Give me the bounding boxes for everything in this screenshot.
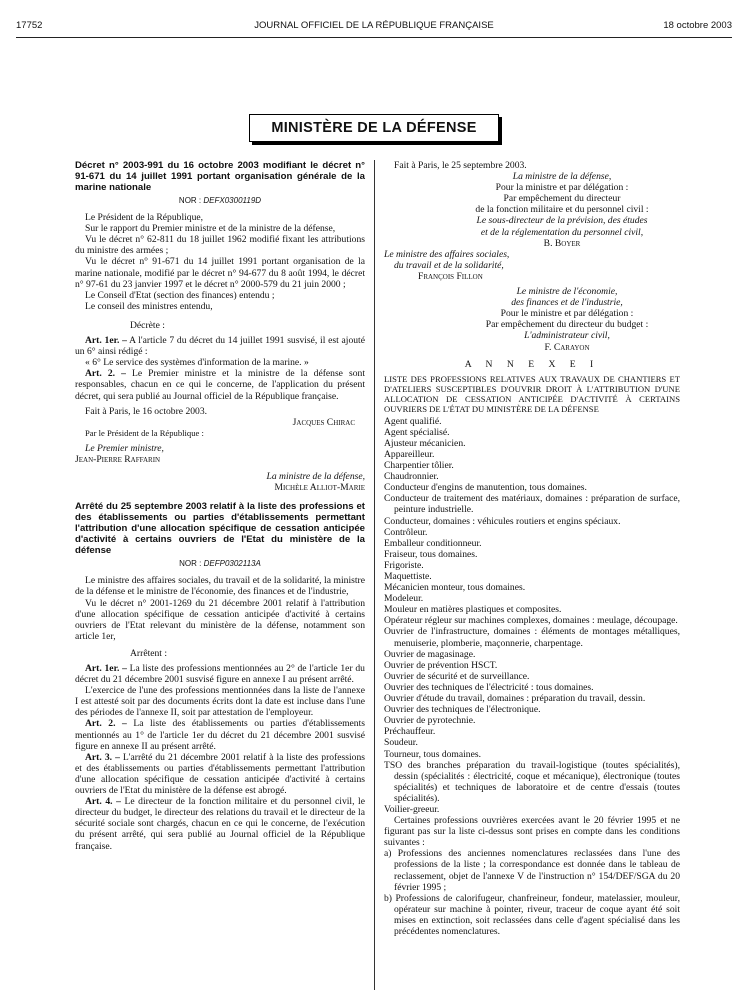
sig-line: Par empêchement du directeur	[503, 193, 621, 205]
article-text: A l'article 7 du décret du 14 juillet 1991 susvisé, il est ajouté un 6° ainsi rédigé :	[75, 335, 365, 358]
arrete-article-2	[75, 718, 365, 751]
list-item: Préchauffeur.	[384, 726, 436, 738]
sig-line: Par empêchement du directeur du budget :	[485, 319, 649, 331]
column-divider	[374, 160, 375, 990]
article-2	[75, 368, 365, 401]
arrete-article-4	[75, 796, 365, 851]
arrete-para: Vu le décret n° 2001-1269 du 21 décembre 2001 relatif à l'attribution d'une allocation spécifique de cessation anticipée d'activité à certains ouvriers de l'Etat relevant du ministère de la défense, notamment son article 1er,	[75, 597, 365, 642]
left-column	[75, 160, 365, 852]
list-item: Mouleur en matières plastiques et composites.	[384, 604, 562, 616]
list-item: Chaudronnier.	[384, 471, 439, 483]
list-item: Ouvrier d'étude du travail, domaines : préparation du travail, dessin.	[384, 693, 646, 705]
arrete-done-date: Fait à Paris, le 25 septembre 2003.	[394, 160, 527, 171]
signature-block-economie	[384, 286, 680, 353]
arretent-heading: Arrêtent :	[130, 647, 168, 659]
article-label: Art. 1er. –	[85, 335, 127, 347]
list-item: Emballeur conditionneur.	[384, 537, 482, 549]
decree-para: Le conseil des ministres entendu,	[85, 300, 213, 312]
list-item: Opérateur régleur sur machines complexes, domaines : meulage, découpage.	[384, 615, 678, 627]
list-item: Charpentier tôlier.	[384, 460, 454, 472]
article-text: L'arrêté du 21 décembre 2001 relatif à la liste des professions et des établissements ou parties d'établissements permettant l'attribution d'une allocation spécifique de cessation anticipée d'activité à certains ouvriers de l'Etat du ministère de la défense est abrogé.	[75, 751, 365, 797]
sig-line: du travail et de la solidarité,	[394, 259, 504, 271]
sig-name: François Fillon	[418, 270, 483, 282]
list-item: Agent spécialisé.	[384, 426, 450, 438]
article-text: La liste des professions mentionnées au 2° de l'article 1er du décret du 21 décembre 2001 susvisé figure en annexe I au présent arrêté.	[75, 663, 365, 686]
article-1-quote: « 6° Le service des systèmes d'information de la marine. »	[85, 357, 309, 369]
list-item: Ouvrier des techniques de l'électronique.	[384, 704, 541, 716]
list-item: Soudeur.	[384, 737, 418, 749]
decree-para: Le Président de la République,	[85, 212, 204, 224]
signature-block-defense	[384, 171, 680, 249]
list-item: TSO des branches préparation du travail-logistique (toutes spécialités), dessin (spécialités : électricité, coque et mécanique), électronique (toutes spécialités) et techniques de laboratoire et de centre d'essais (toutes spécialités).	[384, 759, 680, 804]
issue-date: 18 octobre 2003	[663, 20, 732, 31]
nor-code: DEFP0302113A	[203, 559, 261, 569]
decree-para: Vu le décret n° 91-671 du 14 juillet 1991 portant organisation de la marine nationale, modifié par le décret n° 94-677 du 8 août 1994, le décret n° 97-61 du 23 janvier 1997 et le décret n° 2000-579 du 21 juin 2000 ;	[75, 256, 365, 290]
ministre-defense-title: La ministre de la défense,	[266, 471, 365, 483]
running-header	[16, 20, 732, 34]
sig-line: L'administrateur civil,	[524, 330, 610, 342]
sig-line: Pour la ministre et par délégation :	[495, 182, 629, 194]
article-text: La liste des établissements ou parties d'établissements mentionnés au 1° de l'article 1er du décret du 21 décembre 2001 susvisé figure en annexe II au présent arrêté.	[75, 718, 365, 752]
sig-line: Le ministre de l'économie,	[516, 286, 618, 298]
right-column	[384, 160, 680, 937]
condition-b: b) Professions de calorifugeur, chanfreineur, fondeur, matelassier, mouleur, opérateur sur machine à pointer, riveur, traceur de coque ayant été soit mises en extinction, soit reclassées dans celle d'agent spécialisé dans les précédentes nomenclatures.	[384, 892, 680, 937]
article-text: Le Premier ministre et la ministre de la défense sont responsables, chacun en ce qui le concerne, de l'application du présent décret, qui sera publié au Journal officiel de la République française.	[75, 368, 365, 402]
list-item: Ouvrier de pyrotechnie.	[384, 715, 476, 727]
premier-ministre-title: Le Premier ministre,	[85, 442, 164, 454]
list-item: Ouvrier de l'infrastructure, domaines : éléments de montages métalliques, menuiserie, plomberie, maçonnerie, charpentage.	[384, 626, 680, 649]
decree-para: Le Conseil d'Etat (section des finances) entendu ;	[85, 289, 275, 301]
header-rule	[16, 37, 732, 38]
page-number: 17752	[16, 20, 43, 31]
list-item: Ajusteur mécanicien.	[384, 437, 466, 449]
profession-list	[384, 416, 680, 815]
decree-title: Décret n° 2003-991 du 16 octobre 2003 modifiant le décret n° 91-671 du 14 juillet 1991 portant organisation générale de la marine nationale	[75, 160, 365, 193]
decree-done-date: Fait à Paris, le 16 octobre 2003.	[85, 405, 208, 417]
nor-label: NOR :	[178, 196, 202, 205]
sig-name: B. Boyer	[543, 237, 581, 249]
ministry-banner: MINISTÈRE DE LA DÉFENSE	[249, 114, 499, 142]
list-item: Fraiseur, tous domaines.	[384, 548, 478, 560]
list-item: Contrôleur.	[384, 526, 428, 538]
list-item: Maquettiste.	[384, 571, 432, 582]
arrete-article-1-para2: L'exercice de l'une des professions mentionnées dans la liste de l'annexe I est attesté soit par des documents écrits dont la date est incluse dans l'une des périodes de l'annexe II, soit par attestation de l'employeur.	[75, 685, 365, 719]
article-label: Art. 1er. –	[85, 663, 127, 674]
arrete-para: Le ministre des affaires sociales, du travail et de la solidarité, la ministre de la défense et le ministre de l'économie, des finances et de l'industrie,	[75, 575, 365, 598]
signature-block-affaires-sociales	[384, 249, 680, 282]
arrete-title: Arrêté du 25 septembre 2003 relatif à la liste des professions et des établissements ou parties d'établissements permettant l'attribution d'une allocation spécifique de cessation anticipée d'activité à certains ouvriers de l'Etat du ministère de la défense	[75, 501, 365, 557]
annex-label: A N N E X E I	[464, 358, 600, 370]
list-item: Ouvrier de prévention HSCT.	[384, 659, 498, 671]
nor-code: DEFX0300119D	[203, 196, 262, 205]
list-item: Appareilleur.	[384, 448, 435, 460]
list-item: Ouvrier de magasinage.	[384, 648, 476, 660]
sig-line: et de la réglementation du personnel civil,	[480, 226, 644, 238]
list-item: Ouvrier des techniques de l'électricité : tous domaines.	[384, 681, 594, 693]
article-1	[75, 335, 365, 357]
decree-para: Vu le décret n° 62-811 du 18 juillet 1962 modifié fixant les attributions du ministre des armées ;	[75, 234, 365, 257]
decree-nor	[75, 195, 365, 206]
nor-label: NOR :	[179, 559, 202, 569]
condition-a: a) Professions des anciennes nomenclatures reclassées dans l'une des professions de la liste ; la correspondance est donnée dans le tableau de reclassement, objet de l'annexe V de l'instruction n° 154/DEF/SGA du 20 février 1995 ;	[384, 848, 680, 893]
article-label: Art. 3. –	[85, 751, 120, 763]
article-text: Le directeur de la fonction militaire et du personnel civil, le directeur du budget, le directeur des relations du travail et le directeur de la sécurité sociale sont chargés, chacun en ce qui le concerne, de l'exécution du présent arrêté, qui sera publié au Journal officiel de la République française.	[75, 796, 365, 852]
list-item: Frigoriste.	[384, 559, 424, 571]
arrete-nor	[75, 558, 365, 569]
ministre-defense-name: Michèle Alliot-Marie	[274, 482, 365, 494]
premier-ministre-name: Jean-Pierre Raffarin	[75, 453, 161, 465]
list-item: Conducteur, domaines : véhicules routiers et engins spéciaux.	[384, 515, 621, 527]
article-label: Art. 2. –	[85, 368, 126, 380]
closing-paragraph: Certaines professions ouvrières exercées avant le 20 février 1995 et ne figurant pas sur la liste ci-dessus sont prises en compte dans les conditions suivantes :	[384, 815, 680, 849]
sig-line: des finances et de l'industrie,	[511, 297, 623, 309]
list-item: Modeleur.	[384, 593, 424, 605]
list-item: Conducteur d'engins de manutention, tous domaines.	[384, 482, 587, 494]
list-item: Mécanicien monteur, tous domaines.	[384, 582, 526, 594]
article-label: Art. 4. –	[85, 796, 121, 808]
signature-president: Jacques Chirac	[292, 416, 355, 428]
list-item: Ouvrier de sécurité et de surveillance.	[384, 670, 530, 682]
sig-line: Le ministre des affaires sociales,	[384, 248, 510, 260]
list-item: Tourneur, tous domaines.	[384, 748, 481, 760]
journal-title: JOURNAL OFFICIEL DE LA RÉPUBLIQUE FRANÇAISE	[254, 20, 494, 31]
list-item: Voilier-greeur.	[384, 803, 440, 815]
annex-title: LISTE DES PROFESSIONS RELATIVES AUX TRAVAUX DE CHANTIERS ET D'ATELIERS SUSCEPTIBLES D'OUVRIR DROIT À L'ATTRIBUTION D'UNE ALLOCATION DE CESSATION ANTICIPÉE D'ACTIVITÉ À CERTAINS OUVRIERS DE L'ÉTAT DU MINISTÈRE DE LA DÉFENSE	[384, 373, 680, 414]
decree-para: Sur le rapport du Premier ministre et de la ministre de la défense,	[85, 223, 336, 235]
sig-line: Pour le ministre et par délégation :	[500, 308, 634, 320]
arrete-article-1	[75, 663, 365, 685]
arrete-article-3	[75, 752, 365, 796]
sig-line: de la fonction militaire et du personnel civil :	[475, 204, 649, 216]
par-president: Par le Président de la République :	[85, 427, 204, 438]
sig-line: La ministre de la défense,	[512, 171, 612, 183]
decrete-heading: Décrète :	[130, 319, 165, 331]
list-item: Conducteur de traitement des matériaux, domaines : préparation de surface, peinture industrielle.	[384, 493, 680, 516]
list-item: Agent qualifié.	[384, 415, 442, 427]
sig-name: F. Carayon	[544, 341, 590, 353]
article-label: Art. 2. –	[85, 718, 127, 730]
sig-line: Le sous-directeur de la prévision, des études	[476, 215, 648, 227]
